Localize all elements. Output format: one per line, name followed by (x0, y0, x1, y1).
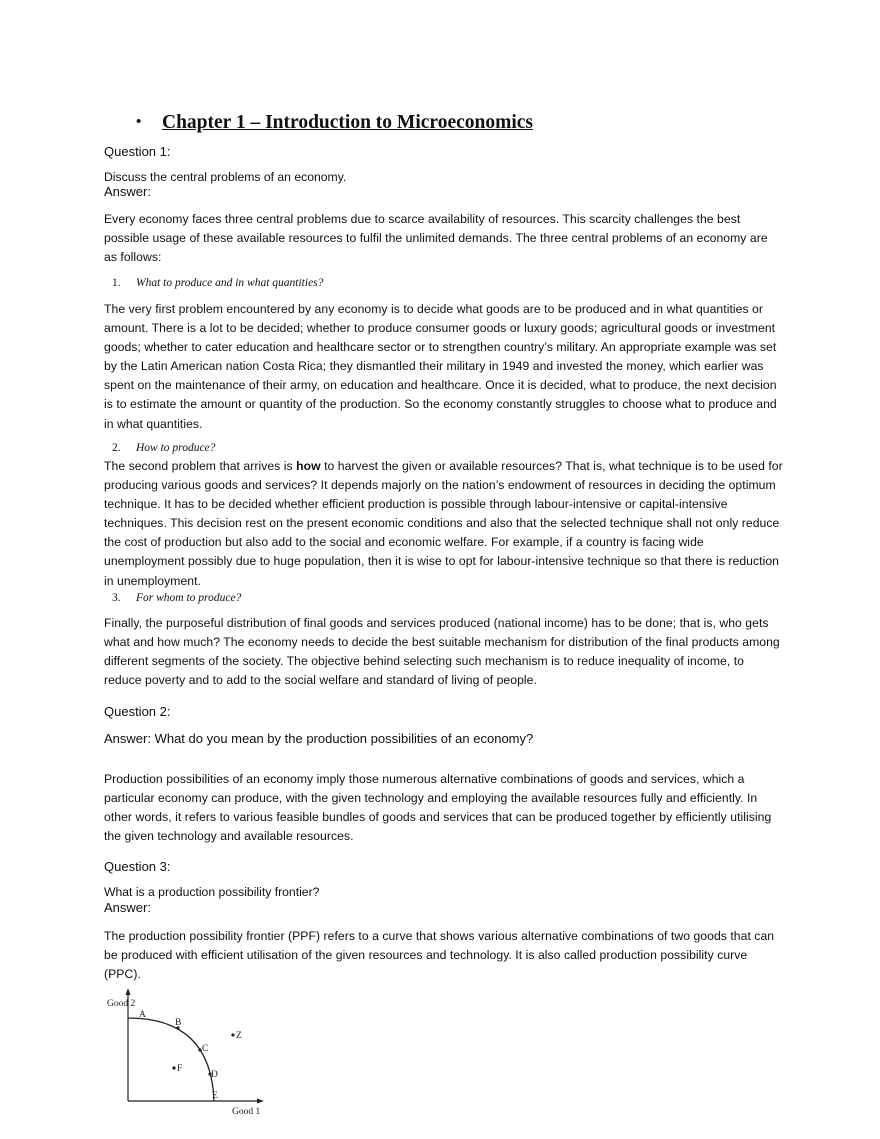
answer-1-label: Answer: (104, 184, 151, 199)
answer-3-text: The production possibility frontier (PPF) refers to a curve that shows various alternative combinations of two goods that can be produced with efficient utilisation of the given resources and technology. It is also called production possibility curve (PPC). (104, 929, 775, 982)
bullet: • (136, 114, 142, 130)
point-2-text-before: The second problem that arrives is (104, 459, 297, 473)
point-1-heading (104, 274, 784, 293)
question-3-label: Question 3: (104, 859, 171, 874)
point-f-dot (172, 1066, 175, 1069)
point-b-label: B (175, 1018, 182, 1028)
point-2-text-bold: how (296, 459, 321, 473)
answer-1-intro: Every economy faces three central problems due to scarce availability of resources. This scarcity challenges the best possible usage of these available resources to fulfil the unlimited demands. The three central problems of an economy are as follows: (104, 212, 768, 265)
point-2-heading (104, 439, 784, 458)
point-f-label: F (177, 1064, 183, 1074)
point-2-text-after: to harvest the given or available resources? That is, what technique is to be used for producing various goods and services? It depends majorly on the nation’s endowment of resources in deciding the optimum technique. It has to be decided whether efficient production is possible through labour-intensive or capital-intensive techniques. This decision rest on the present economic conditions and also that the selected technique shall not only reduce the cost of production but also add to the social and economic welfare. For example, if a country is facing wide unemployment possibly due to huge population, then it is wise to opt for labour-intensive technique so that there is reduction in unemployment. (104, 459, 783, 588)
question-1-text: Discuss the central problems of an economy. (104, 170, 347, 184)
point-z-dot (231, 1033, 234, 1036)
point-3-heading (104, 589, 784, 608)
point-3-number: 3. (112, 592, 121, 604)
point-c-label: C (202, 1044, 209, 1054)
point-2-title: How to produce? (136, 442, 216, 454)
point-e-label: E (212, 1091, 218, 1101)
question-1-label: Question 1: (104, 144, 171, 159)
x-axis-label: Good 1 (232, 1107, 261, 1117)
answer-3-label: Answer: (104, 900, 151, 915)
question-3-text: What is a production possibility frontier? (104, 885, 320, 899)
ppf-curve (128, 1018, 214, 1101)
point-a-label: A (139, 1010, 146, 1020)
chapter-title-text: Chapter 1 – Introduction to Microeconomics (162, 112, 534, 133)
point-2-text (104, 457, 784, 591)
point-3-text: Finally, the purposeful distribution of final goods and services produced (national income) has to be done; that is, who gets what and how much? The economy needs to decide the best suitable mechanism for distribution of the final products among different segments of the society. The objective behind selecting such mechanism is to reduce inequality of income, to reduce poverty and to add to the social welfare and standard of living of people. (104, 616, 780, 688)
point-1-number: 1. (112, 277, 121, 289)
y-axis-arrow (126, 988, 131, 995)
question-2-label: Question 2: (104, 704, 171, 719)
point-1-text: The very first problem encountered by any economy is to decide what goods are to be produced and in what quantities or amount. There is a lot to be decided; whether to produce consumer goods or luxury goods; agricultural goods or investment goods; whether to cater education and healthcare sector or to strengthen country’s military. An appropriate example was set by the Latin American nation Costa Rica; they dismantled their military in 1949 and invested the money, which earlier was spent on the maintenance of their army, on education and healthcare. Once it is decided, what to produce, the next decision is to estimate the amount or quantity of the production. So the economy constantly struggles to choose what to produce and in what quantities. (104, 302, 777, 431)
point-2-number: 2. (112, 442, 121, 454)
point-z-label: Z (236, 1031, 242, 1041)
chapter-title (136, 112, 656, 134)
point-d-label: D (211, 1070, 218, 1080)
point-3-title: For whom to produce? (136, 592, 242, 604)
y-axis-label: Good 2 (107, 999, 136, 1009)
point-1-title: What to produce and in what quantities? (136, 277, 324, 289)
answer-2-text: Production possibilities of an economy imply those numerous alternative combinations of goods and services, which a particular economy can produce, with the given technology and employing the available resources fully and efficiently. In other words, it refers to various feasible bundles of goods and services that can be produced together by efficiently utilising the given technology and available resources. (104, 772, 772, 844)
x-axis-arrow (257, 1099, 264, 1104)
question-2-answer-line: Answer: What do you mean by the production possibilities of an economy? (104, 731, 534, 746)
ppf-diagram (104, 988, 284, 1123)
